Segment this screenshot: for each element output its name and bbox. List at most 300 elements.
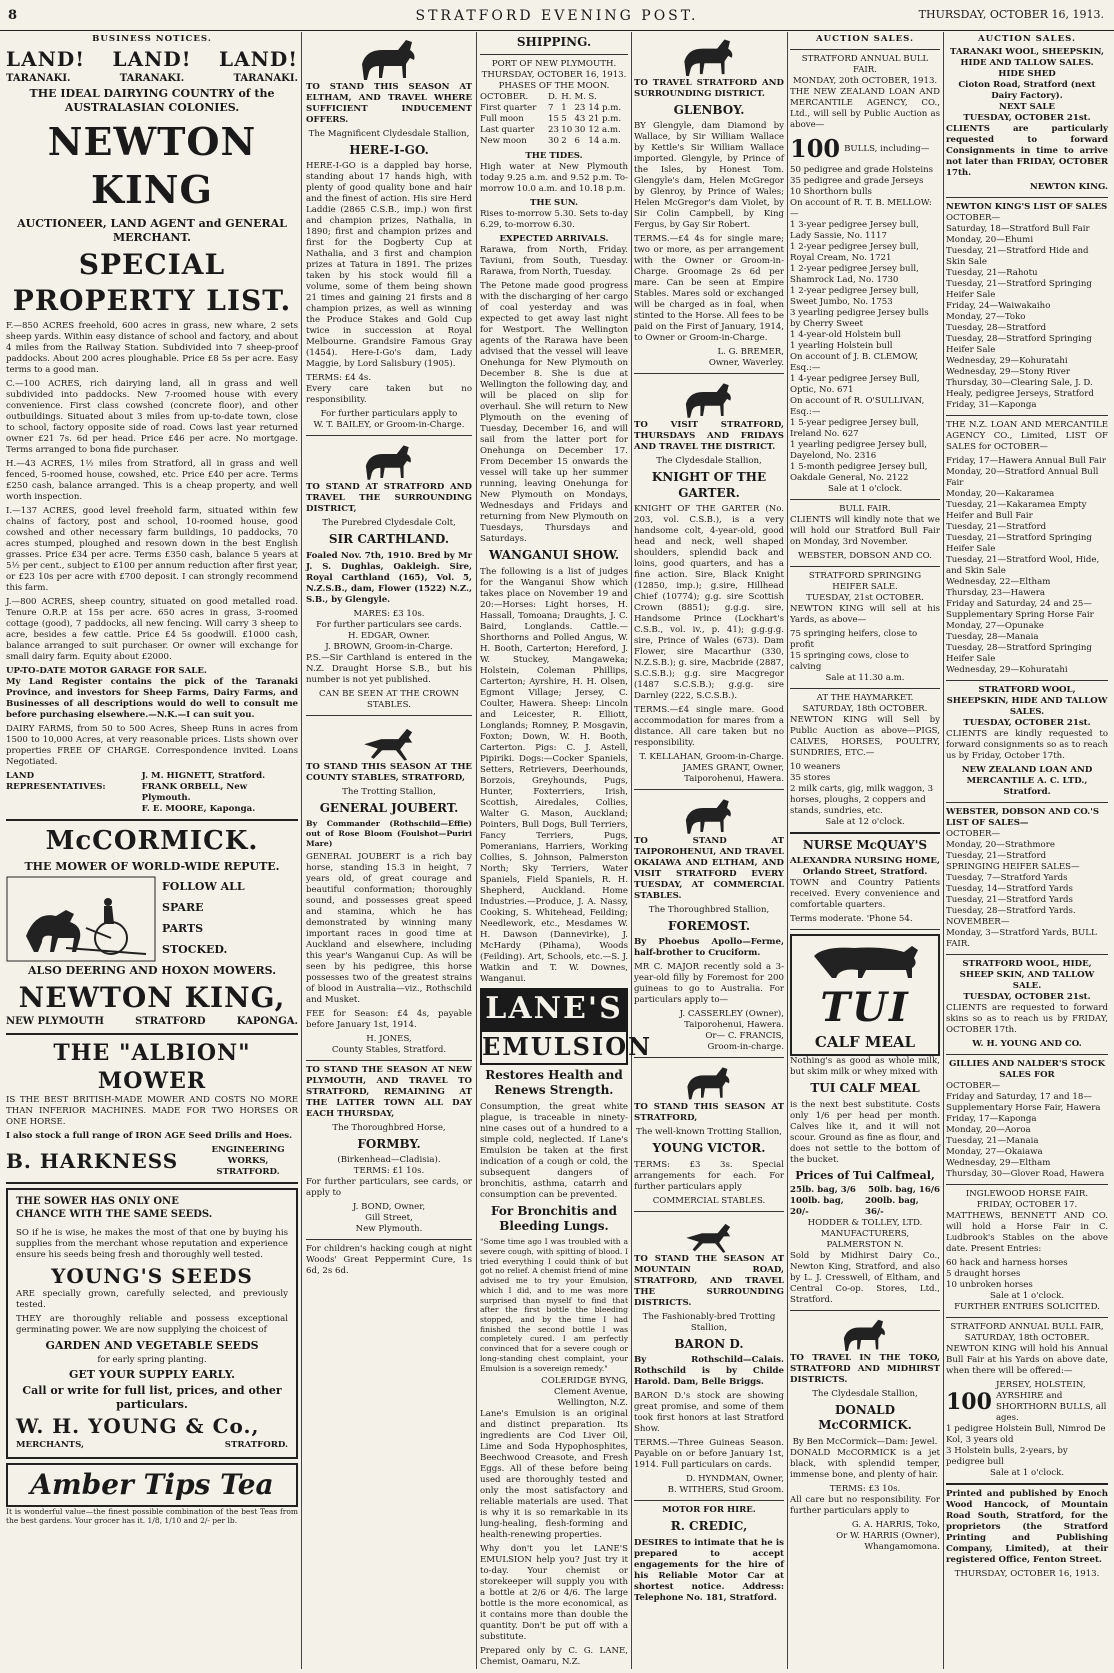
mccormick-heading: McCORMICK.	[45, 825, 259, 856]
clients-notice: CLIENTS are kindly requested to forward consignments so as to reach us by Friday, October 17th.	[946, 729, 1108, 761]
stallion-type: The Trotting Stallion,	[342, 786, 436, 797]
table-cell: 30	[548, 136, 559, 147]
sale-entry: Monday, 20—Kakaramea	[946, 489, 1055, 499]
motor-heading: MOTOR FOR HIRE.	[662, 1505, 756, 1516]
stallion-pedigree: By Phoebus Apollo—Ferme, half-brother to Cruciform.	[634, 937, 784, 959]
entry-item: 1 pedigree Holstein Bull, Nimrod De Kol, 3 years old	[946, 1424, 1106, 1445]
sale-entry: Friday and Saturday, 24 and 25—Supplementary Spring Horse Fair	[946, 599, 1094, 620]
youngs-seeds-ad	[6, 1188, 298, 1459]
follow-all: FOLLOW ALL	[162, 880, 245, 894]
bulls-count-row	[790, 134, 940, 165]
reps-label: LAND REPRESENTATIVES:	[6, 770, 106, 792]
divider	[634, 1500, 784, 1501]
table-row	[480, 114, 628, 125]
table-header: OCTOBER.	[480, 92, 529, 103]
stallion-type: The Clydesdale Stallion,	[812, 1388, 918, 1399]
bull-fair-text: CLIENTS will kindly note that we will hold our Stratford Bull Fair on Monday, 3rd November.	[790, 514, 940, 547]
haymarket-heading: AT THE HAYMARKET.	[816, 692, 914, 703]
sales-list-heading: GILLIES AND NALDER'S STOCK SALES FOR	[948, 1059, 1106, 1080]
haymarket-item: 10 weaners	[790, 761, 841, 772]
bull-list-item: 1 2-year pedigree Jersey bull, Royal Cream, No. 1721	[790, 241, 919, 263]
taranaki-word: TARANAKI.	[233, 72, 298, 84]
garden-seeds: GARDEN AND VEGETABLE SEEDS	[45, 1339, 259, 1353]
stand-notice: TO VISIT STRATFORD, THURSDAYS AND FRIDAYS AND TRAVEL THE DISTRICT.	[634, 420, 784, 453]
sale-entry: Monday, 3—Stratford Yards, BULL FAIR.	[946, 928, 1097, 949]
bull-list-item: 1 yearling pedigree Jersey bull, Dayelond, No. 2316	[790, 439, 927, 461]
stand-notice: TO TRAVEL IN THE TOKO, STRATFORD AND MIDHIRST DISTRICTS.	[790, 1352, 940, 1385]
seen-note: CAN BE SEEN AT THE CROWN STABLES.	[319, 688, 459, 710]
owner: J. BOND, Owner,	[352, 1202, 426, 1213]
price-item: 50lb. bag, 16/6	[868, 1184, 940, 1195]
nursing-home-name: ALEXANDRA NURSING HOME,	[790, 856, 940, 867]
sale-entry: NOVEMBER—	[946, 917, 1010, 927]
merchants-row	[16, 1440, 288, 1451]
divider	[790, 1310, 940, 1311]
lanes-prepared: Prepared only by C. G. LANE, Chemist, Oamaru, N.Z.	[480, 1646, 628, 1668]
table-header: M.	[574, 92, 586, 103]
sale-entry: SPRINGING HEIFER SALES—	[946, 862, 1080, 872]
testimonial-author: COLERIDGE BYNG,	[541, 1376, 628, 1387]
bull-list-item: 1 4-year pedigree Jersey Bull, Optic, No. 671	[790, 373, 920, 395]
stallion-type: The Clydesdale Stallion,	[656, 456, 762, 467]
divider	[634, 1211, 784, 1212]
stallion-name: BARON D.	[674, 1336, 744, 1351]
tui-logo-word: TUI	[820, 984, 910, 1032]
table-row	[480, 103, 628, 114]
ps-note: P.S.—Sir Carthland is entered in the N.Z. Draught Horse S.B., but his number is not yet published.	[306, 652, 472, 685]
divider	[6, 1033, 298, 1035]
haymarket-text: NEWTON KING will Sell by Public Auction as above—PIGS, CALVES, HORSES, POULTRY, SUNDRIES, ETC.—	[790, 714, 940, 758]
nursing-home-address: Orlando Street, Stratford.	[802, 867, 928, 878]
stallion-type: The Purebred Clydesdale Colt,	[322, 518, 456, 529]
owner-address: County Stables, Stratford.	[331, 1044, 447, 1055]
tui-text: is the next best substitute. Costs only 1/6 per head per month. Calves like it, and it will not scour. Ground as fine as flour, and does not settle to the bottom of the bucket.	[790, 1099, 940, 1165]
clients-notice: CLIENTS are requested to forward skins so as to reach us by FRIDAY, OCTOBER 17th.	[946, 1003, 1108, 1035]
sale-entry: Tuesday, 21—Stratford Yards	[946, 895, 1073, 905]
next-sale-date: TUESDAY, OCTOBER 21st.	[963, 113, 1091, 123]
month-label: OCTOBER—	[946, 829, 1001, 839]
sale-entry: Wednesday, 22—Eltham	[946, 577, 1051, 587]
sale-time: Sale at 12 o'clock.	[825, 816, 905, 827]
heifer-list-item: 15 springing cows, close to calving	[790, 650, 909, 672]
heifer-sale-date: TUESDAY, 21st OCTOBER.	[806, 592, 924, 603]
prices-row	[790, 1196, 940, 1218]
prices-heading: Prices of Tui Calfmeal,	[795, 1168, 935, 1182]
sale-time: Sale at 1 o'clock.	[989, 1291, 1065, 1301]
divider	[790, 832, 940, 834]
sale-entry: Friday, 17—Kaponga	[946, 1114, 1037, 1124]
stallion-description: Foaled Nov. 7th, 1910. Bred by Mr J. S. Dughlas, Oakleigh. Sire, Royal Carthland (165), Vol. 5, N.Z.S.B., dam, Flower (1522) N.Z., S.B., by Glengyle.	[306, 550, 472, 605]
owner: H. JONES,	[366, 1033, 412, 1044]
testimonial: "Some time ago I was troubled with a severe cough, with spitting of blood. I tried everything I could think of but got no relief. A chemist friend of mine advised me to try your Emulsion, which I did, and to me was more surprised than myself to find that after the first bottle the bleeding stopped, and by the time I had finished the second bottle I was completely cured. I am perfectly convinced that for a severe cough or long-standing chest complaint, your Emulsion is a sovereign remedy."	[480, 1237, 628, 1373]
sale-entry: Tuesday, 28—Stratford Yards.	[946, 906, 1076, 916]
column-rule	[943, 32, 944, 1669]
stallion-name: FOREMOST.	[667, 919, 751, 934]
table-header-row	[480, 92, 628, 103]
table-row	[480, 136, 628, 147]
groom: Or— C. FRANCIS,	[705, 1031, 784, 1042]
further-entries: FURTHER ENTRIES SOLICITED.	[954, 1302, 1100, 1312]
land-representatives	[6, 771, 298, 815]
sale-entry: Monday, 20—Stratford Annual Bull Fair	[946, 467, 1099, 488]
auctioneer-name: WEBSTER, DOBSON AND CO.	[798, 550, 932, 561]
tui-calf-meal-logo	[790, 934, 940, 1056]
property-listing: H.—43 ACRES, 1½ miles from Stratford, all in grass and well fenced, 5-roomed house, cowshed, etc. Price £40 per acre. Terms £250 cash, balance arranged. This is a cheap property, and well worth inspection.	[6, 458, 298, 502]
haymarket-date: SATURDAY, 18th OCTOBER.	[802, 703, 928, 714]
divider	[306, 435, 472, 436]
newton-king-heading: NEWTON KING	[47, 118, 257, 213]
stocked-label: STOCKED.	[162, 942, 228, 956]
stand-notice: TO STAND THIS SEASON AT THE COUNTY STABLES, STRATFORD,	[306, 761, 472, 783]
bull-list-item: 1 2-year pedigree Jersey bull, Sweet Jumbo, No. 1753	[790, 285, 919, 307]
amber-tips-text: It is wonderful value—the finest possible combination of the best Teas from the best gardens. Your grocer has it. 1/8, 1/10 and 2/- per lb.	[6, 1506, 298, 1526]
arrivals-heading: EXPECTED ARRIVALS.	[499, 234, 609, 245]
divider	[6, 819, 298, 821]
property-listing: F.—850 ACRES freehold, 600 acres in grass, new whare, 2 sets sheep yards. Within easy distance of school and factory, and about 4 miles from the Railway Station. Subdivided into 7 sheep-proof paddocks. About 200 acres ploughable. Price £8 5s per acre. Easy terms to a good man.	[6, 320, 298, 375]
bull-list-item: 1 4-year-old Holstein bull	[790, 329, 901, 340]
price-item: 200lb. bag, 36/-	[865, 1195, 919, 1217]
property-listing: I.—137 ACRES, good level freehold farm, situated within few chains of factory, post and school, 10-roomed house, good cowshed and other necessary farm buildings, 10 paddocks, 70 acres stumped, ploughed and resown down in the best English grasses. Price £34 per acre. Terms £350 cash, balance 5 years at 5½ per cent., subject to £100 per annum reduction after first year, or £23 10s per acre with £700 deposit. I can strongly recommend this farm.	[6, 505, 298, 593]
consumption-text: Consumption, the great white plague, is traceable in ninety-nine cases out of a hundred to a simple cold, neglected. If Lane's Emulsion be taken at the first indication of a cough or cold, the subsequent dangers of bronchitis, asthma, catarrh and consumption can be prevented.	[480, 1101, 628, 1200]
sale-entry: Tuesday, 21—Manaia	[946, 1136, 1039, 1146]
sale-entry: Friday, 17—Hawera Annual Bull Fair	[946, 456, 1107, 466]
tui-brand: TUI CALF MEAL	[810, 1081, 920, 1096]
sale-time: Sale at 1 o'clock.	[989, 1468, 1065, 1478]
table-cell: First quarter	[480, 103, 537, 114]
haymarket-item: 35 stores	[790, 772, 831, 783]
divider	[306, 1060, 472, 1061]
table-cell: 23	[574, 103, 586, 114]
wool-sale-heading: STRATFORD WOOL, HIDE, SHEEP SKIN, AND TALLOW SALE.	[959, 959, 1095, 991]
month-label: OCTOBER—	[946, 213, 1001, 223]
page-number: 8	[8, 8, 18, 23]
sales-list-heading: WEBSTER, DOBSON AND CO.'S LIST OF SALES—	[946, 807, 1100, 828]
sale-entry: Friday, 31—Kaponga	[946, 400, 1037, 410]
calf-illustration	[794, 938, 934, 978]
table-cell: Full moon	[480, 114, 524, 125]
entry-item: 60 hack and harness horses	[946, 1258, 1068, 1268]
haymarket-item: 2 milk carts, gig, milk waggon, 3 horses, ploughs, 2 coppers and stands, sundries, etc.	[790, 783, 934, 816]
stallion-name: DONALD McCORMICK.	[818, 1402, 912, 1433]
care-note: Every care taken but no responsibility.	[306, 384, 472, 406]
stand-notice: TO STAND THIS SEASON AT ELTHAM, AND TRAVEL WHERE SUFFICIENT INDUCEMENT OFFERS.	[306, 82, 472, 125]
bull-fair-text: NEWTON KING will hold his Annual Bull Fair at his Yards on above date, when there will be offered:—	[946, 1344, 1108, 1376]
section-heading: AUCTION SALES.	[977, 34, 1077, 44]
bulls-count-row	[946, 1380, 1108, 1424]
albion-text: IS THE BEST BRITISH-MADE MOWER AND COSTS NO MORE THAN INFERIOR MACHINES. MADE FOR TWO HORSES OR ONE HORSE.	[6, 1094, 298, 1127]
stallion-description: DONALD McCORMICK is a jet black, with splendid temper, immense bone, and plenty of hair.	[790, 1447, 940, 1480]
stallion-terms: TERMS.—£4 single mare. Good accommodation for mares from a distance. All care taken but no responsibility.	[634, 705, 784, 749]
divider	[946, 680, 1108, 681]
horse-fair-date: FRIDAY, OCTOBER 17.	[976, 1200, 1078, 1210]
owner: J. CASSERLEY (Owner),	[679, 1009, 784, 1020]
testimonial-address: Clement Avenue,	[553, 1387, 628, 1398]
sale-entry: Monday, 27—Opunake	[946, 621, 1044, 631]
horse-icon	[359, 440, 419, 480]
table-cell: New moon	[480, 136, 527, 147]
lanes-logo: LANE'S	[480, 988, 628, 1030]
sale-entry: Friday, 24—Waiwakaiho	[946, 301, 1051, 311]
divider	[946, 954, 1108, 955]
price-item: 100lb. bag, 20/-	[790, 1195, 844, 1217]
sale-entry: Monday, 27—Toko	[946, 312, 1026, 322]
sale-entry: Tuesday, 21—Stratford Wool, Hide, and Skin Sale	[946, 555, 1100, 576]
column-rule	[787, 32, 788, 1669]
horse-icon	[354, 34, 424, 80]
tui-logo-subtitle: CALF MEAL	[814, 1033, 916, 1052]
land-word: LAND!	[112, 47, 192, 71]
auctioneer-name: NEWTON KING.	[1029, 182, 1108, 192]
sale-time: Sale at 11.30 a.m.	[825, 672, 905, 683]
divider	[790, 499, 940, 500]
spring-planting: for early spring planting.	[97, 1355, 207, 1366]
wanganui-judges: The following is a list of judges for the Wanganui Show which takes place on November 19 and 20:—Horses: Light horses, H. Hassall, Tomoana; Draughts, J. C. Baird, Longlands. Cattle.—Shorthorns and Polled Angus, W. H. Booth, Carterton; Hereford, J. W. Stuckey, Mangaweka; Holstein, Coleman Phillips, Carterton; Ayrshire, H. H. Olsen, Egmont Village; Jersey, C. Coulter, Hawera. Sheep: Lincoln and Leicester, R. Elliott, Longlands; Romney, P. Mosgavin, Foxton; Down, W. H. Booth, Carterton. Pigs: C. J. Astell, Pipiriki. Dogs:—Cocker Spaniels, Setters, Retrievers, Deerhounds, Borzois, Greyhounds, Pugs, Hunter, Foxterriers, Irish, Scottish, Airedales, Collies, Walter G. Mason, Auckland; Pointers, Bull Dogs, Bull Terriers, Fancy Terriers, Pugs, Pomeranians, Harriers, Working Collies, S. Johnson, Palmerston North; Sky Terriers, Water Spaniels, Field Spaniels, R. H. Shepherd, Auckland. Home Industries.—Produce, J. A. Nassy, Cooking, S. Whitehead, Feilding; Needlework, etc., Mesdames W. H. Dawson (Dannevirke), J. McHardy (Pihama), Woods (Feilding). Art, Schools, etc.—S. J. Watkin and T. W. Downes, Wanganui.	[480, 566, 628, 984]
bulls-count: 100	[946, 1388, 992, 1415]
sale-entry: Tuesday, 21—Stratford	[946, 851, 1047, 861]
owner-address: Whangamomona.	[864, 1541, 940, 1552]
column-stallions-2	[634, 32, 784, 1669]
divider	[790, 929, 940, 930]
sale-entry: Thursday, 30—Glover Road, Hawera	[946, 1169, 1105, 1179]
column-rule	[631, 32, 632, 1669]
merchants-town: STRATFORD.	[224, 1440, 288, 1451]
imprint-date: THURSDAY, OCTOBER 16, 1913.	[954, 1569, 1100, 1579]
sale-entry: Tuesday, 28—Stratford	[946, 323, 1047, 333]
shipping-date: THURSDAY, OCTOBER 16, 1913.	[481, 70, 627, 81]
sale-entry: Saturday, 18—Stratford Bull Fair	[946, 224, 1090, 234]
stallion-name: YOUNG VICTOR.	[652, 1141, 766, 1156]
auctioneer-name: W. H. YOUNG AND CO.	[972, 1039, 1082, 1049]
stallion-pedigree: By Commander (Rothschild—Effie) out of Rose Bloom (Foulshot—Puriri Mare)	[306, 819, 472, 849]
heifer-sale-text: NEWTON KING will sell at his Yards, as above—	[790, 603, 940, 625]
owner-address: Taiporohenui, Hawera.	[684, 1020, 784, 1031]
column-auction-sales-2	[946, 32, 1108, 1669]
sale-entry: Wednesday, 29—Kohuratahi	[946, 665, 1068, 675]
table-header: H.	[561, 92, 572, 103]
bull-fair-date: SATURDAY, 18th OCTOBER.	[964, 1333, 1090, 1343]
owner: JAMES GRANT, Owner,	[682, 763, 784, 774]
arrivals-text: Rarawa, from North, Friday. Taviuni, from South, Tuesday. Rarawa, from North, Tuesday.	[480, 245, 628, 278]
stallion-terms: TERMS.—£4 4s for single mare; two or more, as per arrangement with the Owner or Groom-in-Charge. Groomage 2s 6d per mare. Can be seen at Empire Stables. Mares sold or exchanged will be charged as in foal, when stinted to the Horse. All fees to be paid on the First of January, 1914, to Owner or Groom-in-Charge.	[634, 234, 784, 344]
sale-entry: Wednesday, 29—Stony River	[946, 367, 1070, 377]
column-rule	[301, 32, 302, 1669]
motor-garage: UP-TO-DATE MOTOR GARAGE FOR SALE.	[6, 665, 207, 676]
horse-icon	[677, 34, 741, 76]
owner: D. HYNDMAN, Owner,	[686, 1474, 784, 1485]
care-note: All care but no responsibility. For further particulars apply to	[790, 1494, 940, 1516]
bull-list-item: On account of R. T. B. MELLOW:—	[790, 197, 932, 219]
stallion-type: The Thoroughbred Stallion,	[648, 905, 770, 916]
newton-king-mower: NEWTON KING,	[18, 981, 286, 1015]
newspaper-title: STRATFORD EVENING POST.	[415, 8, 699, 24]
stallion-terms: TERMS.—Three Guineas Season. Payable on or before January 1st, 1914. Full particulars on cards.	[634, 1438, 784, 1471]
rep-name: F. E. MOORE, Kaponga.	[141, 803, 256, 814]
sale-entry: Tuesday, 21—Stratford	[946, 522, 1047, 532]
manufacturer-address: MANUFACTURERS, PALMERSTON N.	[820, 1228, 910, 1250]
tides-heading: THE TIDES.	[525, 151, 583, 162]
manufacturer-name: HODDER & TOLLEY, LTD.	[807, 1217, 923, 1228]
youngs-seeds-heading: YOUNG'S SEEDS	[51, 1263, 253, 1288]
wanganui-heading: WANGANUI SHOW.	[488, 548, 619, 563]
stallion-description: KNIGHT OF THE GARTER (No. 203, vol. C.S.B.), is a very handsome colt, 4-year-old, good head and neck, well shaped shoulders, splendid back and loins, good quarters, and has a fine action. Sire, Black Knight (12850, imp.); g.sire, Hillhead Chief (10774); g.g. sire Scottish Crown (8851); g.g.g. sire, Handsome Prince (Lockhart's C.S.B., vol. iv., p. 41); g.g.g.g. sire, Prince of Wales (673). Dam Flower, sire Macarthur (330, N.Z.S.B.); g. sire, Macbride (2887, S.C.S.B.); g.g. sire Macgregor (1487 S.C.S.B.); g.g.g. sire Darnley (222, S.C.S.B.).	[634, 504, 784, 702]
table-cell: 10	[561, 125, 573, 136]
stand-notice: TO TRAVEL STRATFORD AND SURROUNDING DISTRICT.	[634, 78, 784, 99]
stallion-description: BY Glengyle, dam Diamond by Wallace, by Sir William Wallace by Kettle's Sir William Wallace imported. Glengyle, by Prince of the Isles, by Honest Tom. Glengyle's dam, Helen McGregor by Glenroy, by Prince of Wales; Helen McGregor's dam Violet, by Sir Colin Campbell, by King Fergus, by Gay Sir Robert.	[634, 121, 784, 231]
sale-entry: Tuesday, 21—Kakaramea Empty Heifer and Bull Fair	[946, 500, 1087, 521]
stallion-pedigree: (Birkenhead—Cladisia).	[337, 1155, 441, 1166]
sale-entry: Monday, 27—Okaiawa	[946, 1147, 1043, 1157]
stallion-name: FORMBY.	[357, 1136, 421, 1151]
issue-date: THURSDAY, OCTOBER 16, 1913.	[918, 8, 1104, 21]
sale-entry: Tuesday, 28—Stratford Springing Heifer Sale	[946, 334, 1092, 355]
bulls-label: BULLS, including—	[844, 143, 930, 154]
land-word: LAND!	[6, 47, 85, 71]
ideal-dairying: THE IDEAL DAIRYING COUNTRY of the AUSTRALASIAN COLONIES.	[29, 87, 275, 115]
table-header: S.	[588, 92, 597, 103]
bull-list-item: 1 yearling Holstein bull	[790, 340, 893, 351]
sale-entry: Tuesday, 21—Stratford Springing Heifer Sale	[946, 533, 1092, 554]
albion-mower-heading: THE "ALBION" MOWER	[53, 1039, 251, 1094]
bronchitis-heading: For Bronchitis and Bleeding Lungs.	[490, 1203, 618, 1233]
rep-name: J. M. HIGNETT, Stratford.	[141, 770, 266, 781]
sales-list-heading: NEWTON KING'S LIST OF SALES	[946, 202, 1108, 212]
sale-entry: Wednesday, 29—Kohuratahi	[946, 356, 1068, 366]
stallion-type: The Magnificent Clydesdale Stallion,	[308, 129, 470, 139]
stables: COMMERCIAL STABLES.	[652, 1195, 766, 1206]
nurse-heading: NURSE McQUAY'S	[802, 837, 928, 852]
sower-text: SO if he is wise, he makes the most of that one by buying his supplies from the merchant whose reputation and experience ensure his seeds being fresh and thoroughly well tested.	[16, 1227, 288, 1260]
sower-line: CHANCE WITH THE SAME SEEDS.	[16, 1208, 213, 1220]
moon-heading: PHASES OF THE MOON.	[498, 81, 610, 92]
testimonial-address: Wellington, N.Z.	[557, 1398, 628, 1409]
bull-fair-heading: BULL FAIR.	[839, 503, 891, 514]
stallion-description: GENERAL JOUBERT is a rich bay horse, standing 15.3 in height, 7 years old, of great courage and beautiful conformation; thoroughly sound, and possesses great speed and stamina, which he has demonstrated by winning many important races in good time at Auckland and elsewhere, including this year's Wanganui Cup. As will be seen by his pedigree, this horse possesses two of the greatest strains of blood in Australia—viz., Rothschild and Musket.	[306, 851, 472, 1005]
bull-list-item: 10 Shorthorn bulls	[790, 186, 872, 197]
table-cell: 2	[561, 136, 567, 147]
port-name: PORT OF NEW PLYMOUTH.	[491, 59, 617, 70]
taranaki-banner	[6, 73, 298, 86]
entry-item: 5 draught horses	[946, 1269, 1021, 1279]
town: KAPONGA.	[236, 1015, 298, 1027]
divider	[946, 802, 1108, 803]
nursing-home-text: TOWN and Country Patients received. Every convenience and comfortable quarters.	[790, 878, 940, 911]
petone-report: The Petone made good progress with the discharging of her cargo of coal yesterday and was expected to get away last night for Westport. The Wellington agents of the Rarawa have been advised that the vessel will leave Onehunga for New Plymouth on December 8. She is due at Wellington the following day, and will be placed on slip for overhaul. She will return to New Plymouth on the evening of Tuesday, December 16, and will sail from the latter port for Onehunga on December 17. From December 15 onwards the vessel will take up her summer running, leaving Onehunga for New Plymouth on Mondays, Wednesdays and Fridays and returning from New Plymouth on Tuesdays, Thursdays and Saturdays.	[480, 281, 628, 545]
property-listing: C.—100 ACRES, rich dairying land, all in grass and well subdivided into paddocks. New 7-roomed house with every convenience. First class cowshed (concrete floor), and other outbuildings. Situated about 3 miles from up-to-date town, close to school, factory opposite side of road. Cows last year returned owner £21 7s. 6d per head. Price £46 per acre. No mortgage. Terms arranged to bona fide purchaser.	[6, 378, 298, 455]
wool-sale-heading: TARANAKI WOOL, SHEEPSKIN, HIDE AND TALLOW SALES.	[950, 47, 1104, 68]
next-sale: NEXT SALE	[999, 102, 1055, 112]
stallion-terms: TERMS: £4 4s.	[306, 373, 372, 384]
call-or-write: Call or write for full list, prices, and other particulars.	[22, 1384, 282, 1412]
sale-entry: Friday and Saturday, 17 and 18—Supplementary Horse Fair, Hawera	[946, 1092, 1101, 1113]
stallion-description: HERE-I-GO is a dappled bay horse, standing about 17 hands high, with plenty of good quality bone and hair and the finest of action. His sire Herd Laddie (2865 C.S.B., imp.) won first and champion prizes, Nathalia, in 1890; first and champion prizes and first for the Dogberty Cup at Nathalia, and 3 first and champion prizes at Tatura in 1891. The prizes taken by his stock would fill a volume, some of them being shown 21 times and gaining 21 firsts and 8 champion prizes, as well as winning the Produce Stakes and Gold Cup twice in succession at Royal Melbourne. Grandsire Famous Gray (1454). Here-I-Go's dam, Lady Maggie, by Lord Salisbury (1905).	[306, 161, 472, 370]
groom: B. WITHERS, Stud Groom.	[667, 1485, 784, 1496]
horse-icon	[679, 378, 739, 418]
bull-list-item: 50 pedigree and grade Holsteins	[790, 164, 934, 175]
trotting-horse-icon	[359, 720, 419, 760]
stallion-type: The well-known Trotting Stallion,	[635, 1127, 783, 1138]
divider	[480, 54, 628, 55]
bull-list-item: 1 2-year pedigree Jersey bull, Shamrock Lad, No. 1730	[790, 263, 919, 285]
branch-towns	[6, 1016, 298, 1029]
sale-entry: Thursday, 23—Hawera	[946, 588, 1045, 598]
divider	[946, 1483, 1108, 1485]
heifer-list-item: 75 springing heifers, close to profit	[790, 628, 918, 650]
sale-entry: Monday, 20—Aoroa	[946, 1125, 1031, 1135]
sale-entry: Tuesday, 21—Stratford Springing Heifer Sale	[946, 279, 1092, 300]
harkness-name: B. HARKNESS	[6, 1148, 179, 1173]
sale-entry: Tuesday, 28—Manaia	[946, 632, 1039, 642]
stallion-name: SIR CARTHLAND.	[328, 532, 450, 547]
tui-text: Nothing's as good as whole milk, but skim milk or whey mixed with	[790, 1056, 940, 1078]
stallion-terms: MARES: £3 10s.	[353, 608, 425, 619]
sower-line: THE SOWER HAS ONLY ONE	[16, 1195, 179, 1207]
stallion-terms: TERMS: £3 3s. Special arrangements for each. For further particulars apply	[634, 1159, 784, 1192]
owner-address: Gill Street,	[365, 1213, 413, 1224]
bull-list-item: 1 5-year pedigree Jersey bull, Ireland No. 627	[790, 417, 919, 439]
owner: W. T. BAILEY, or Groom-in-Charge.	[313, 420, 465, 431]
stallion-description: MR C. MAJOR recently sold a 3-year-old filly by Foremost for 200 guineas to go to Australia. For particulars apply to—	[634, 962, 784, 1006]
stand-notice: TO STAND THIS SEASON AT STRATFORD,	[634, 1102, 784, 1124]
lanes-why: Why don't you let LANE'S EMULSION help you? Just try it to-day. Your chemist or storekeeper will supply you with a bottle at 2/6 or 4/6. The large bottle is the more economical, as it contains more than double the quantity. Don't be put off with a substitute.	[480, 1544, 628, 1643]
table-cell: 14 a.m.	[588, 136, 621, 147]
divider	[634, 789, 784, 790]
table-row	[480, 125, 628, 136]
shipping-heading: SHIPPING.	[516, 35, 592, 49]
column-business-notices	[6, 32, 298, 1669]
stallion-type: The Thoroughbred Horse,	[332, 1122, 446, 1133]
divider	[306, 1239, 472, 1240]
wool-sale-heading: STRATFORD WOOL, SHEEPSKIN, HIDE AND TALLOW SALES.	[946, 685, 1108, 717]
mower-illustration	[6, 876, 156, 962]
horse-fair-text: MATTHEWS, BENNETT AND CO. will hold a Horse Fair in C. Ludbrook's Stables on the above date. Present Entries:	[946, 1211, 1108, 1254]
sale-entry: Thursday, 30—Clearing Sale, J. D. Healy, pedigree Jerseys, Stratford	[946, 378, 1094, 399]
divider	[946, 1054, 1108, 1055]
stand-notice: TO STAND THE SEASON AT NEW PLYMOUTH, AND TRAVEL TO STRATFORD, REMAINING AT THE LATTER TOWN ALL DAY EACH THURSDAY,	[306, 1064, 472, 1119]
land-register: My Land Register contains the pick of the Taranaki Province, and investors for Sheep Farms, Dairy Farms, and Businesses of all descriptions would do well to consult me before purchasing elsewhere.—N.K.—I can suit you.	[6, 676, 298, 720]
table-cell: 21 p.m.	[588, 114, 622, 125]
month-label: OCTOBER—	[946, 1081, 1001, 1091]
stallion-fee: FEE for Season: £4 4s, payable before January 1st, 1914.	[306, 1008, 472, 1030]
sun-heading: THE SUN.	[529, 198, 579, 209]
sale-entry: Tuesday, 14—Stratford Yards	[946, 884, 1073, 894]
sale-entry: Tuesday, 28—Stratford Springing Heifer Sale	[946, 643, 1092, 664]
owner-address: Taiporohenui, Hawera.	[684, 774, 784, 785]
stand-notice: TO STAND AT TAIPOROHENUI, AND TRAVEL OKAIAWA AND ELTHAM, AND VISIT STRATFORD EVERY TUESDAY, AT COMMERCIAL STABLES.	[634, 836, 784, 902]
land-word: LAND!	[219, 47, 298, 71]
sale-entry: Wednesday, 29—Eltham	[946, 1158, 1051, 1168]
owner-address: New Plymouth.	[355, 1224, 423, 1235]
nursing-home-terms: Terms moderate. 'Phone 54.	[790, 914, 913, 925]
lanes-description: Lane's Emulsion is an original and distinct preparation. Its ingredients are Cod Liver Oil, Lime and Soda Hypophosphites, Beechwood Creasote, and Fresh Eggs. All of these before being used are thoroughly tested and only the most satisfactory and reliable materials are used. That is why it is so remarkable in its lung-healing, flesh-forming and health-renewing properties.	[480, 1409, 628, 1541]
special-property-list: SPECIAL PROPERTY LIST.	[12, 247, 292, 317]
horse-icon	[681, 1062, 737, 1100]
column-rule	[476, 32, 477, 1669]
divider	[634, 1057, 784, 1058]
merchants-label: MERCHANTS,	[16, 1440, 84, 1451]
stallion-name: HERE-I-GO.	[349, 143, 429, 157]
clients-notice: CLIENTS are particularly requested to forward Consignments in time to arrive not later than FRIDAY, OCTOBER 17th.	[946, 124, 1108, 178]
sale-entry: Monday, 20—Ehumi	[946, 235, 1034, 245]
table-cell: Last quarter	[480, 125, 535, 136]
column-stallions-1	[306, 32, 472, 1669]
stockists: Sold by Midhirst Dairy Co., Newton King, Stratford, and also by L. J. Cresswell, of Eltham, and Central Co-op. Stores, Ltd., Stratford.	[790, 1250, 940, 1305]
town: NEW PLYMOUTH	[6, 1015, 104, 1027]
tides-text: High water at New Plymouth today 9.25 a.m. and 9.52 p.m. To-morrow 10.0 a.m. and 10.18 p.m.	[480, 162, 628, 195]
heifer-sale-heading: STRATFORD SPRINGING HEIFER SALE.	[808, 570, 922, 592]
get-supply: GET YOUR SUPPLY EARLY.	[69, 1368, 235, 1382]
divider	[306, 715, 472, 716]
table-cell: 14 p.m.	[588, 103, 622, 114]
